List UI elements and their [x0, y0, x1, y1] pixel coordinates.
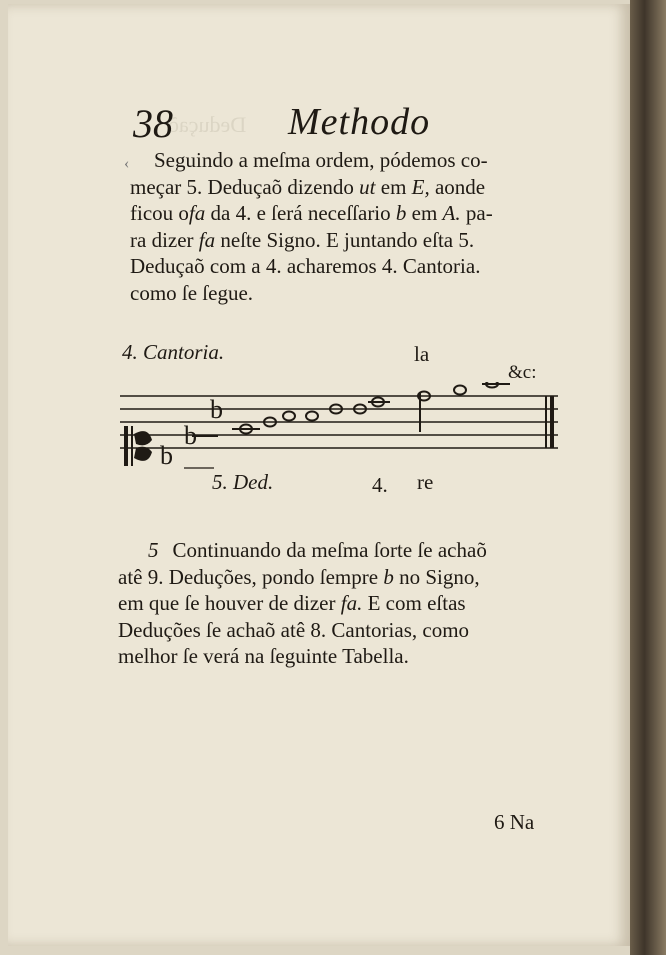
syllable-re: re — [417, 470, 434, 494]
deduction-number: 4. — [372, 473, 388, 497]
p2-line-2: atê 9. Deduções, pondo ſempre b no Signo, — [118, 564, 480, 589]
book-page — [8, 4, 630, 946]
p1-line-2: meçar 5. Deduçaõ dizendo ut em E, aonde — [130, 174, 486, 199]
book-spine — [630, 0, 666, 955]
margin-mark: ‹ — [124, 155, 130, 172]
catchword: 6 Na — [494, 810, 535, 834]
p2-line-1: 5 Continuando da meſma ſorte ſe achaõ — [118, 537, 556, 564]
p1-line-6: como ſe ſegue. — [130, 280, 254, 305]
p1-line-5: Deduçaõ com a 4. acharemos 4. Cantoria. — [130, 254, 481, 278]
whole-note-3 — [283, 412, 295, 421]
p2-line-4: Deduções ſe achaõ atê 8. Cantorias, como — [118, 617, 470, 642]
bleed-through-text: Deduçaõ — [168, 112, 247, 137]
cantoria-label: 4. Cantoria. — [122, 340, 225, 364]
p1-line-1: Seguindo a meſma ordem, pódemos co- — [154, 148, 488, 172]
running-title: Methodo — [288, 101, 431, 143]
syllable-la: la — [414, 342, 430, 366]
whole-note-9 — [454, 386, 466, 395]
p2-line-5: melhor ſe verá na ſeguinte Tabella. — [118, 644, 409, 668]
flat-note-2: b — [184, 421, 197, 450]
c-clef-icon — [124, 426, 152, 466]
p2-line-3: em que ſe houver de dizer fa. E com eſtas — [118, 591, 466, 615]
double-barline — [420, 392, 552, 448]
paragraph-marker: 5 — [148, 538, 159, 562]
paragraph-2 — [118, 537, 556, 670]
whole-note-4 — [306, 412, 318, 421]
p1-line-4: ra dizer fa neſte Signo. E juntando eſta 5. — [130, 227, 475, 252]
flat-note-3: b — [210, 395, 223, 424]
etcetera-label: &c: — [508, 362, 537, 383]
p1-line-3: ficou ofa da 4. e ſerá neceſſario b em A. pa- — [130, 201, 493, 225]
paragraph-1 — [130, 147, 538, 306]
flat-note-1: b — [160, 441, 173, 470]
deduction-label: 5. Ded. — [212, 470, 274, 494]
music-staff — [114, 382, 564, 474]
page-number: 38 — [133, 101, 173, 146]
